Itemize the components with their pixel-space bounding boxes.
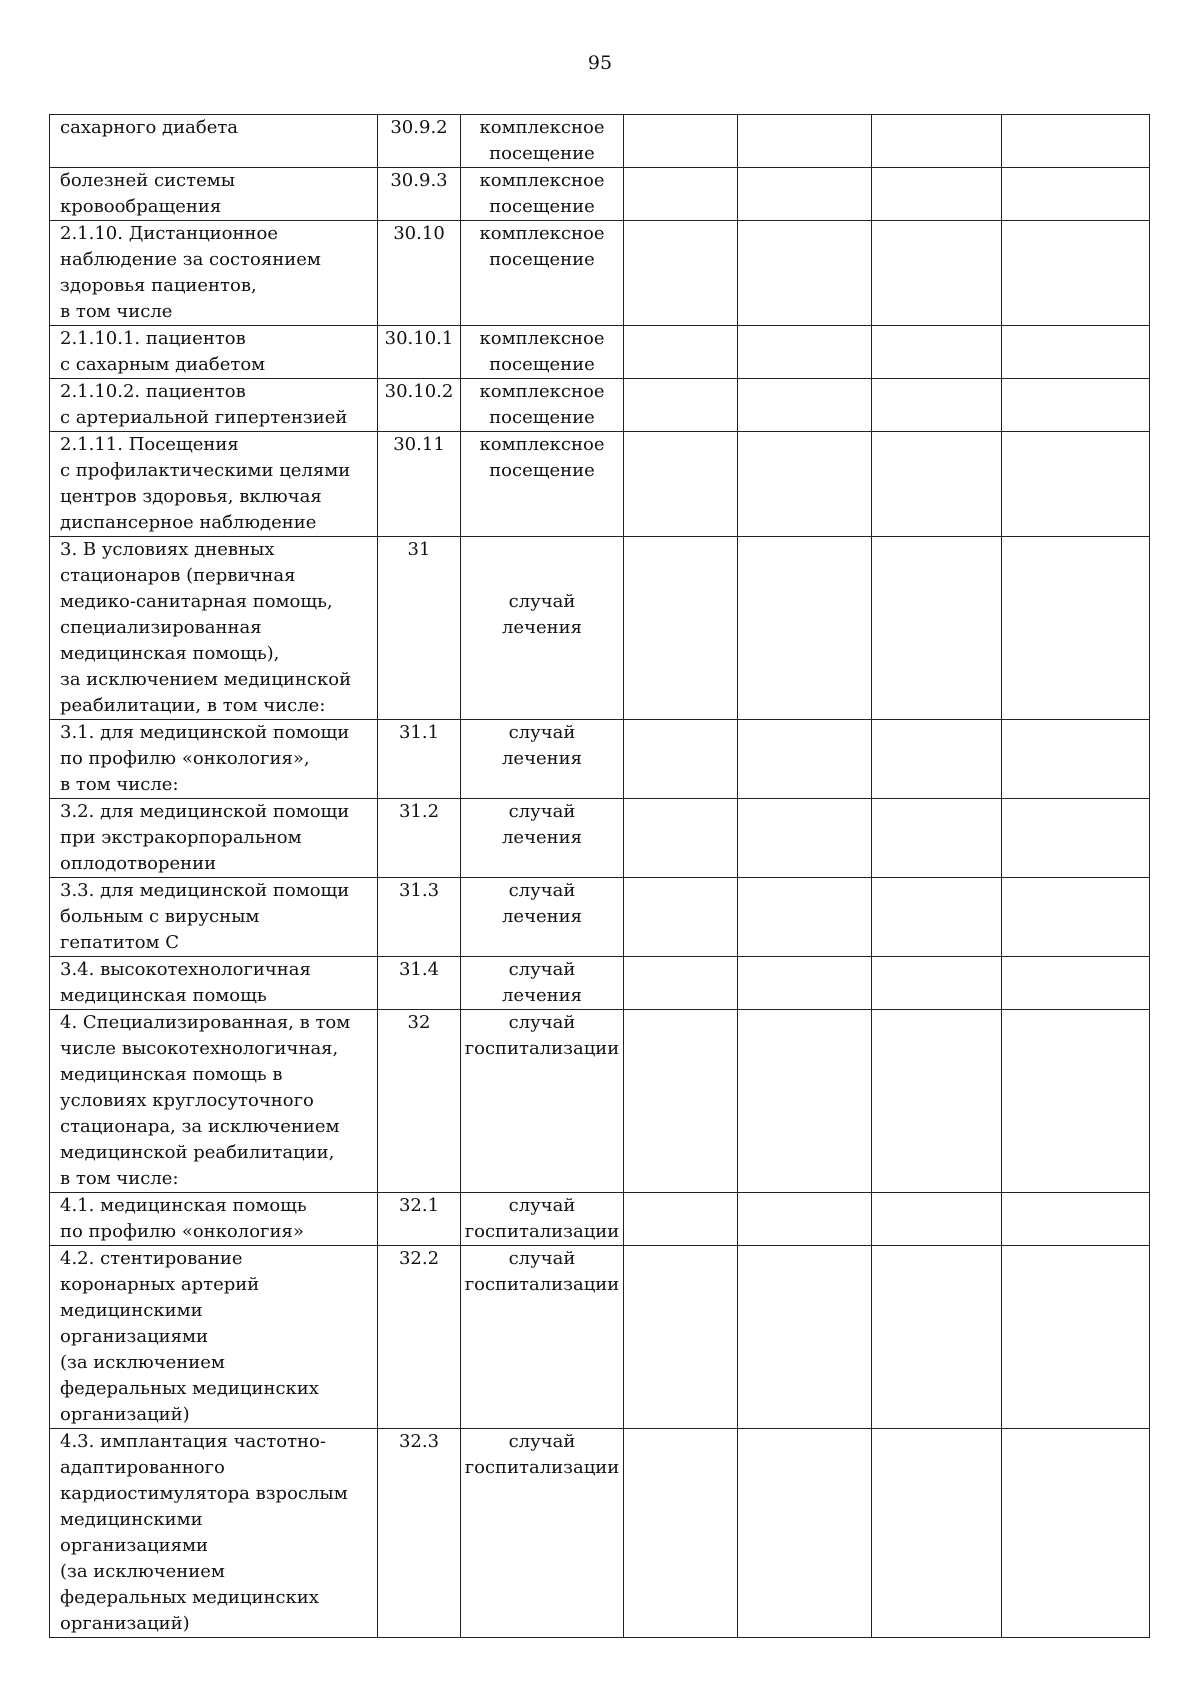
row-code: 32.3 <box>378 1429 461 1638</box>
data-table <box>49 114 1150 1638</box>
empty-cell <box>872 379 1002 432</box>
table-row <box>50 1246 1150 1429</box>
empty-cell <box>624 1010 738 1193</box>
empty-cell <box>1002 168 1150 221</box>
empty-cell <box>738 379 872 432</box>
empty-cell <box>1002 720 1150 799</box>
row-code: 32 <box>378 1010 461 1193</box>
row-unit-text: случай госпитализации <box>464 1195 620 1242</box>
row-unit-text: комплексное посещение <box>479 170 605 217</box>
row-code: 31.2 <box>378 799 461 878</box>
row-name: 4. Специализированная, в том числе высокотехнологичная, медицинская помощь в условиях круглосуточного стационара, за исключением медицинской реабилитации, в том числе: <box>50 1010 378 1193</box>
row-unit-text: случай лечения <box>502 801 582 848</box>
empty-cell <box>872 168 1002 221</box>
table-row <box>50 221 1150 326</box>
row-code: 30.11 <box>378 432 461 537</box>
empty-cell <box>872 326 1002 379</box>
row-unit <box>461 537 624 720</box>
row-unit-text: комплексное посещение <box>479 434 605 481</box>
empty-cell <box>872 432 1002 537</box>
table-row <box>50 1193 1150 1246</box>
empty-cell <box>872 1010 1002 1193</box>
empty-cell <box>624 168 738 221</box>
row-unit <box>461 326 624 379</box>
empty-cell <box>738 168 872 221</box>
empty-cell <box>872 115 1002 168</box>
page-number: 95 <box>587 52 613 74</box>
empty-cell <box>872 720 1002 799</box>
row-unit-text: комплексное посещение <box>479 381 605 428</box>
table-row <box>50 432 1150 537</box>
empty-cell <box>738 720 872 799</box>
empty-cell <box>872 221 1002 326</box>
row-name: сахарного диабета <box>50 115 378 168</box>
row-code: 30.10 <box>378 221 461 326</box>
empty-cell <box>738 326 872 379</box>
row-unit-text: случай госпитализации <box>464 1248 620 1295</box>
row-name: болезней системы кровообращения <box>50 168 378 221</box>
row-name: 2.1.10. Дистанционное наблюдение за состоянием здоровья пациентов, в том числе <box>50 221 378 326</box>
empty-cell <box>1002 326 1150 379</box>
row-name: 3.3. для медицинской помощи больным с вирусным гепатитом С <box>50 878 378 957</box>
table-row <box>50 720 1150 799</box>
table-row <box>50 799 1150 878</box>
row-code: 30.10.2 <box>378 379 461 432</box>
empty-cell <box>1002 379 1150 432</box>
row-unit <box>461 221 624 326</box>
row-code: 31.1 <box>378 720 461 799</box>
empty-cell <box>738 221 872 326</box>
table-row <box>50 957 1150 1010</box>
empty-cell <box>738 432 872 537</box>
empty-cell <box>624 1193 738 1246</box>
empty-cell <box>624 957 738 1010</box>
empty-cell <box>1002 221 1150 326</box>
empty-cell <box>624 432 738 537</box>
table-row <box>50 168 1150 221</box>
empty-cell <box>738 1429 872 1638</box>
row-name: 2.1.10.2. пациентов с артериальной гипертензией <box>50 379 378 432</box>
empty-cell <box>1002 1193 1150 1246</box>
row-code: 32.1 <box>378 1193 461 1246</box>
row-unit-text: комплексное посещение <box>479 223 605 270</box>
row-unit <box>461 878 624 957</box>
row-unit <box>461 115 624 168</box>
row-unit-text: комплексное посещение <box>479 117 605 164</box>
row-unit-text: случай лечения <box>502 722 582 769</box>
empty-cell <box>872 878 1002 957</box>
row-name: 4.2. стентирование коронарных артерий медицинскими организациями (за исключением федеральных медицинских организаций) <box>50 1246 378 1429</box>
empty-cell <box>624 799 738 878</box>
empty-cell <box>1002 957 1150 1010</box>
table-row <box>50 379 1150 432</box>
row-unit-text: случай госпитализации <box>464 1012 620 1059</box>
row-unit <box>461 957 624 1010</box>
row-code: 31.3 <box>378 878 461 957</box>
empty-cell <box>738 878 872 957</box>
empty-cell <box>1002 1429 1150 1638</box>
table-row <box>50 1010 1150 1193</box>
row-name: 3.4. высокотехнологичная медицинская помощь <box>50 957 378 1010</box>
row-code: 31 <box>378 537 461 720</box>
table-row <box>50 1429 1150 1638</box>
row-unit <box>461 1429 624 1638</box>
empty-cell <box>1002 432 1150 537</box>
empty-cell <box>738 1193 872 1246</box>
row-unit-text: случай лечения <box>502 591 582 638</box>
row-unit-text: случай лечения <box>502 959 582 1006</box>
row-unit <box>461 1246 624 1429</box>
row-unit <box>461 432 624 537</box>
row-name: 3.1. для медицинской помощи по профилю «онкология», в том числе: <box>50 720 378 799</box>
empty-cell <box>624 221 738 326</box>
row-unit <box>461 379 624 432</box>
row-code: 30.9.3 <box>378 168 461 221</box>
row-name: 4.1. медицинская помощь по профилю «онкология» <box>50 1193 378 1246</box>
row-name: 2.1.11. Посещения с профилактическими целями центров здоровья, включая диспансерное наблюдение <box>50 432 378 537</box>
empty-cell <box>624 537 738 720</box>
empty-cell <box>872 1429 1002 1638</box>
table-row <box>50 537 1150 720</box>
empty-cell <box>872 957 1002 1010</box>
row-code: 31.4 <box>378 957 461 1010</box>
empty-cell <box>872 1193 1002 1246</box>
empty-cell <box>1002 1010 1150 1193</box>
table-row <box>50 326 1150 379</box>
row-name: 2.1.10.1. пациентов с сахарным диабетом <box>50 326 378 379</box>
row-unit <box>461 720 624 799</box>
empty-cell <box>872 1246 1002 1429</box>
empty-cell <box>624 878 738 957</box>
row-unit-text: случай госпитализации <box>464 1431 620 1478</box>
row-code: 32.2 <box>378 1246 461 1429</box>
empty-cell <box>1002 115 1150 168</box>
row-name: 4.3. имплантация частотно- адаптированного кардиостимулятора взрослым медицинскими организациями (за исключением федеральных медицинских организаций) <box>50 1429 378 1638</box>
empty-cell <box>1002 1246 1150 1429</box>
empty-cell <box>624 326 738 379</box>
row-code: 30.10.1 <box>378 326 461 379</box>
row-unit <box>461 1193 624 1246</box>
empty-cell <box>624 1429 738 1638</box>
table-row <box>50 878 1150 957</box>
row-code: 30.9.2 <box>378 115 461 168</box>
empty-cell <box>738 115 872 168</box>
empty-cell <box>624 115 738 168</box>
empty-cell <box>738 957 872 1010</box>
table-body <box>50 115 1150 1638</box>
empty-cell <box>624 379 738 432</box>
row-unit-text: комплексное посещение <box>479 328 605 375</box>
empty-cell <box>872 799 1002 878</box>
empty-cell <box>1002 878 1150 957</box>
row-name: 3. В условиях дневных стационаров (первичная медико-санитарная помощь, специализированная медицинская помощь), за исключением медицинской реабилитации, в том числе: <box>50 537 378 720</box>
empty-cell <box>872 537 1002 720</box>
row-unit <box>461 1010 624 1193</box>
empty-cell <box>1002 537 1150 720</box>
empty-cell <box>738 1246 872 1429</box>
empty-cell <box>624 1246 738 1429</box>
empty-cell <box>624 720 738 799</box>
empty-cell <box>738 799 872 878</box>
empty-cell <box>738 1010 872 1193</box>
row-unit-text: случай лечения <box>502 880 582 927</box>
table-row <box>50 115 1150 168</box>
empty-cell <box>738 537 872 720</box>
row-unit <box>461 799 624 878</box>
row-name: 3.2. для медицинской помощи при экстракорпоральном оплодотворении <box>50 799 378 878</box>
row-unit <box>461 168 624 221</box>
empty-cell <box>1002 799 1150 878</box>
